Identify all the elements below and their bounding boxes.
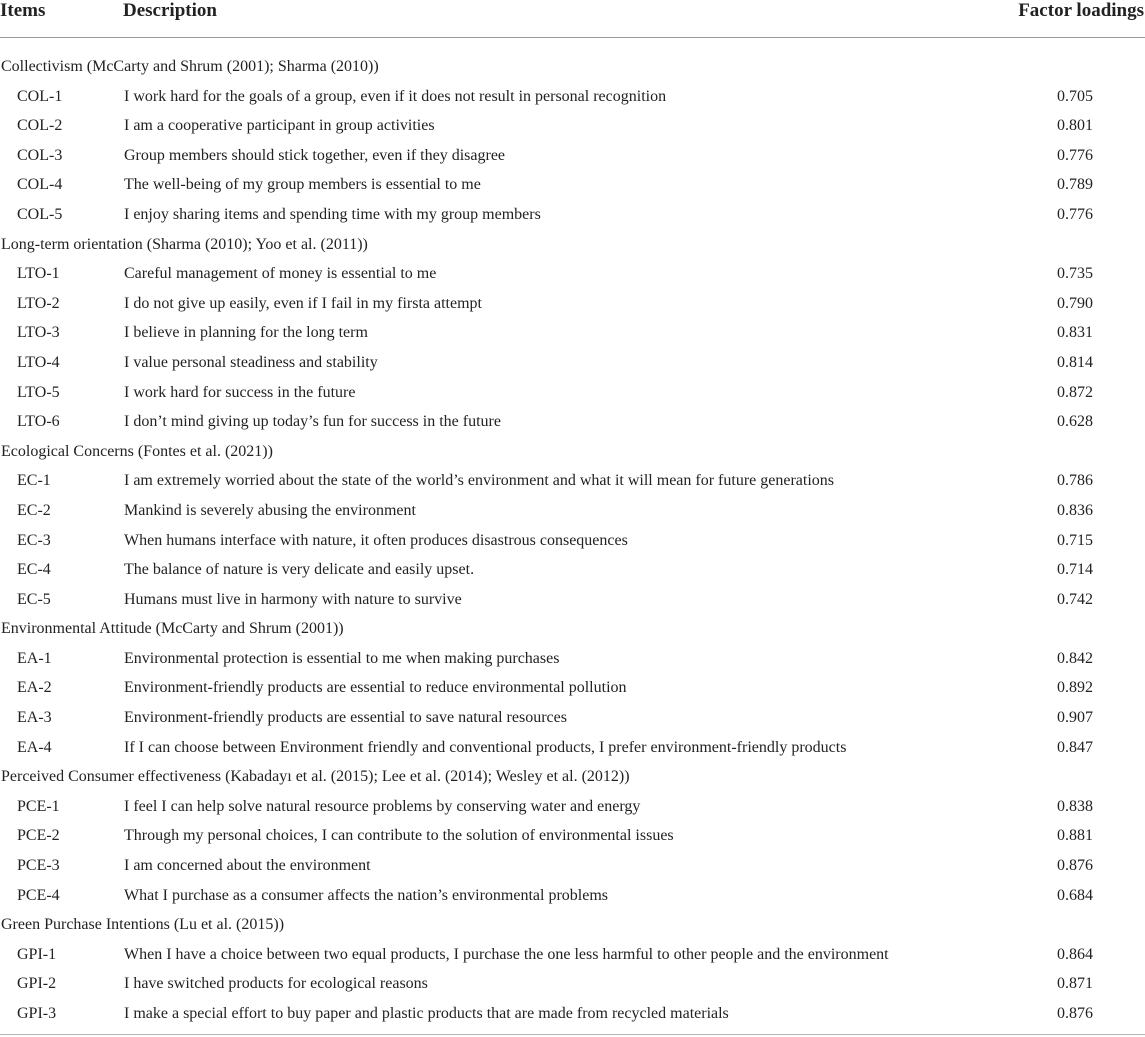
- item-description: Environment-friendly products are essential to reduce environmental pollution: [124, 679, 627, 697]
- table-row: [0, 289, 1145, 319]
- item-id: COL-4: [17, 176, 63, 194]
- item-id: PCE-2: [17, 827, 60, 845]
- table-row: [0, 466, 1145, 496]
- table-row: [0, 969, 1145, 999]
- table-row: [0, 111, 1145, 141]
- table-row: [0, 259, 1145, 289]
- table-row: [0, 703, 1145, 733]
- section-title: Collectivism (McCarty and Shrum (2001); Sharma (2010)): [1, 58, 379, 75]
- item-id: EC-5: [17, 590, 51, 608]
- table-row: [0, 378, 1145, 408]
- section-title: Ecological Concerns (Fontes et al. (2021)): [1, 442, 273, 460]
- table-row: [0, 733, 1145, 763]
- item-id: PCE-4: [17, 886, 60, 904]
- item-description: I am a cooperative participant in group activities: [124, 117, 435, 135]
- section-header-row: [0, 437, 1145, 467]
- item-description: I do not give up easily, even if I fail in my firsta attempt: [124, 294, 482, 312]
- section-title: Green Purchase Intentions (Lu et al. (2015)): [1, 916, 285, 934]
- table-row: [0, 673, 1145, 703]
- item-description: If I can choose between Environment friendly and conventional products, I prefer environment-friendly products: [124, 738, 847, 756]
- item-description: The well-being of my group members is essential to me: [124, 176, 481, 194]
- item-id: LTO-1: [17, 265, 60, 283]
- factor-loading-value: 0.876: [1057, 857, 1093, 875]
- table-row: [0, 82, 1145, 112]
- item-id: LTO-5: [17, 383, 60, 401]
- item-description: When I have a choice between two equal products, I purchase the one less harmful to other people and the environment: [124, 945, 889, 963]
- item-description: I am concerned about the environment: [124, 857, 371, 875]
- table-row: [0, 407, 1145, 437]
- factor-loading-value: 0.801: [1057, 117, 1093, 135]
- table-row: [0, 170, 1145, 200]
- item-id: GPI-3: [17, 1005, 57, 1022]
- item-id: COL-3: [17, 146, 63, 164]
- factor-loading-value: 0.871: [1057, 975, 1093, 993]
- table-body: [0, 38, 1145, 1029]
- factor-loading-value: 0.742: [1057, 590, 1093, 608]
- table-row: [0, 821, 1145, 851]
- header-factor-loadings: Factor loadings: [1018, 0, 1144, 21]
- item-description: I feel I can help solve natural resource problems by conserving water and energy: [124, 797, 641, 815]
- item-description: Group members should stick together, even if they disagree: [124, 146, 506, 164]
- table-bottom-rule: [0, 1034, 1145, 1035]
- factor-loading-value: 0.714: [1057, 561, 1093, 579]
- table-row: [0, 200, 1145, 230]
- factor-loading-value: 0.838: [1057, 797, 1093, 815]
- table-row: [0, 792, 1145, 822]
- item-description: I make a special effort to buy paper and plastic products that are made from recycled materials: [124, 1005, 729, 1022]
- factor-loading-value: 0.847: [1057, 738, 1093, 756]
- factor-loading-value: 0.814: [1057, 353, 1093, 371]
- item-description: Environment-friendly products are essential to save natural resources: [124, 709, 567, 727]
- item-id: EC-1: [17, 472, 51, 490]
- factor-loading-value: 0.831: [1057, 324, 1093, 342]
- item-id: EC-4: [17, 561, 51, 579]
- item-description: I have switched products for ecological reasons: [124, 975, 428, 993]
- table-row: [0, 496, 1145, 526]
- item-id: LTO-2: [17, 294, 60, 312]
- item-description: I work hard for success in the future: [124, 383, 356, 401]
- factor-loading-value: 0.735: [1057, 265, 1093, 283]
- factor-loading-value: 0.836: [1057, 501, 1093, 519]
- item-description: The balance of nature is very delicate and easily upset.: [124, 561, 475, 579]
- item-description: I work hard for the goals of a group, even if it does not result in personal recognition: [124, 87, 667, 105]
- table-row: [0, 555, 1145, 585]
- factor-loading-value: 0.864: [1057, 945, 1093, 963]
- section-header-row: [0, 614, 1145, 644]
- item-id: PCE-1: [17, 797, 60, 815]
- factor-loading-value: 0.789: [1057, 176, 1093, 194]
- factor-loading-value: 0.628: [1057, 413, 1093, 431]
- header-description: Description: [123, 0, 217, 21]
- table-row: [0, 881, 1145, 911]
- item-id: LTO-3: [17, 324, 60, 342]
- item-id: EA-1: [17, 649, 52, 667]
- header-items: Items: [0, 0, 46, 21]
- item-description: Careful management of money is essential to me: [124, 265, 437, 283]
- factor-loading-value: 0.715: [1057, 531, 1093, 549]
- table-row: [0, 526, 1145, 556]
- item-description: I enjoy sharing items and spending time with my group members: [124, 205, 541, 223]
- item-id: LTO-4: [17, 353, 60, 371]
- section-header-row: [0, 910, 1145, 940]
- item-id: LTO-6: [17, 413, 60, 431]
- factor-loading-value: 0.790: [1057, 294, 1093, 312]
- factor-loading-value: 0.776: [1057, 205, 1093, 223]
- factor-loading-value: 0.705: [1057, 87, 1093, 105]
- section-header-row: [0, 230, 1145, 260]
- item-description: Mankind is severely abusing the environment: [124, 501, 416, 519]
- item-description: What I purchase as a consumer affects the nation’s environmental problems: [124, 886, 608, 904]
- section-header-row: [0, 762, 1145, 792]
- table-row: [0, 348, 1145, 378]
- section-title: Perceived Consumer effectiveness (Kabadayı et al. (2015); Lee et al. (2014); Wesley et al. (2012)): [1, 768, 630, 786]
- table-row: [0, 940, 1145, 970]
- factor-loading-value: 0.881: [1057, 827, 1093, 845]
- item-description: Through my personal choices, I can contribute to the solution of environmental issues: [124, 827, 674, 845]
- section-header-row: [0, 52, 1145, 82]
- item-id: COL-2: [17, 117, 63, 135]
- table-row: [0, 141, 1145, 171]
- item-description: Humans must live in harmony with nature to survive: [124, 590, 462, 608]
- item-id: EC-3: [17, 531, 51, 549]
- item-id: EA-2: [17, 679, 52, 697]
- item-id: EA-4: [17, 738, 52, 756]
- factor-loading-value: 0.876: [1057, 1005, 1093, 1022]
- factor-loading-value: 0.907: [1057, 709, 1093, 727]
- factor-loading-value: 0.842: [1057, 649, 1093, 667]
- item-id: EA-3: [17, 709, 52, 727]
- factor-loading-value: 0.786: [1057, 472, 1093, 490]
- factor-loading-value: 0.892: [1057, 679, 1093, 697]
- item-description: I don’t mind giving up today’s fun for success in the future: [124, 413, 501, 431]
- table-row: [0, 318, 1145, 348]
- factor-loading-value: 0.776: [1057, 146, 1093, 164]
- table-row: [0, 851, 1145, 881]
- item-description: Environmental protection is essential to me when making purchases: [124, 649, 560, 667]
- item-id: GPI-1: [17, 945, 57, 963]
- item-description: I am extremely worried about the state of the world’s environment and what it will mean for future generations: [124, 472, 834, 490]
- table-row: [0, 644, 1145, 674]
- table-header: [0, 0, 1145, 38]
- item-id: COL-1: [17, 87, 63, 105]
- item-id: GPI-2: [17, 975, 57, 993]
- table-row: [0, 585, 1145, 615]
- item-id: COL-5: [17, 205, 63, 223]
- item-id: EC-2: [17, 501, 51, 519]
- item-description: When humans interface with nature, it often produces disastrous consequences: [124, 531, 628, 549]
- item-description: I value personal steadiness and stability: [124, 353, 378, 371]
- factor-loading-value: 0.684: [1057, 886, 1093, 904]
- section-title: Environmental Attitude (McCarty and Shrum (2001)): [1, 620, 344, 638]
- item-description: I believe in planning for the long term: [124, 324, 368, 342]
- factor-loading-value: 0.872: [1057, 383, 1093, 401]
- table-row: [0, 999, 1145, 1029]
- section-title: Long-term orientation (Sharma (2010); Yoo et al. (2011)): [1, 235, 368, 253]
- item-id: PCE-3: [17, 857, 60, 875]
